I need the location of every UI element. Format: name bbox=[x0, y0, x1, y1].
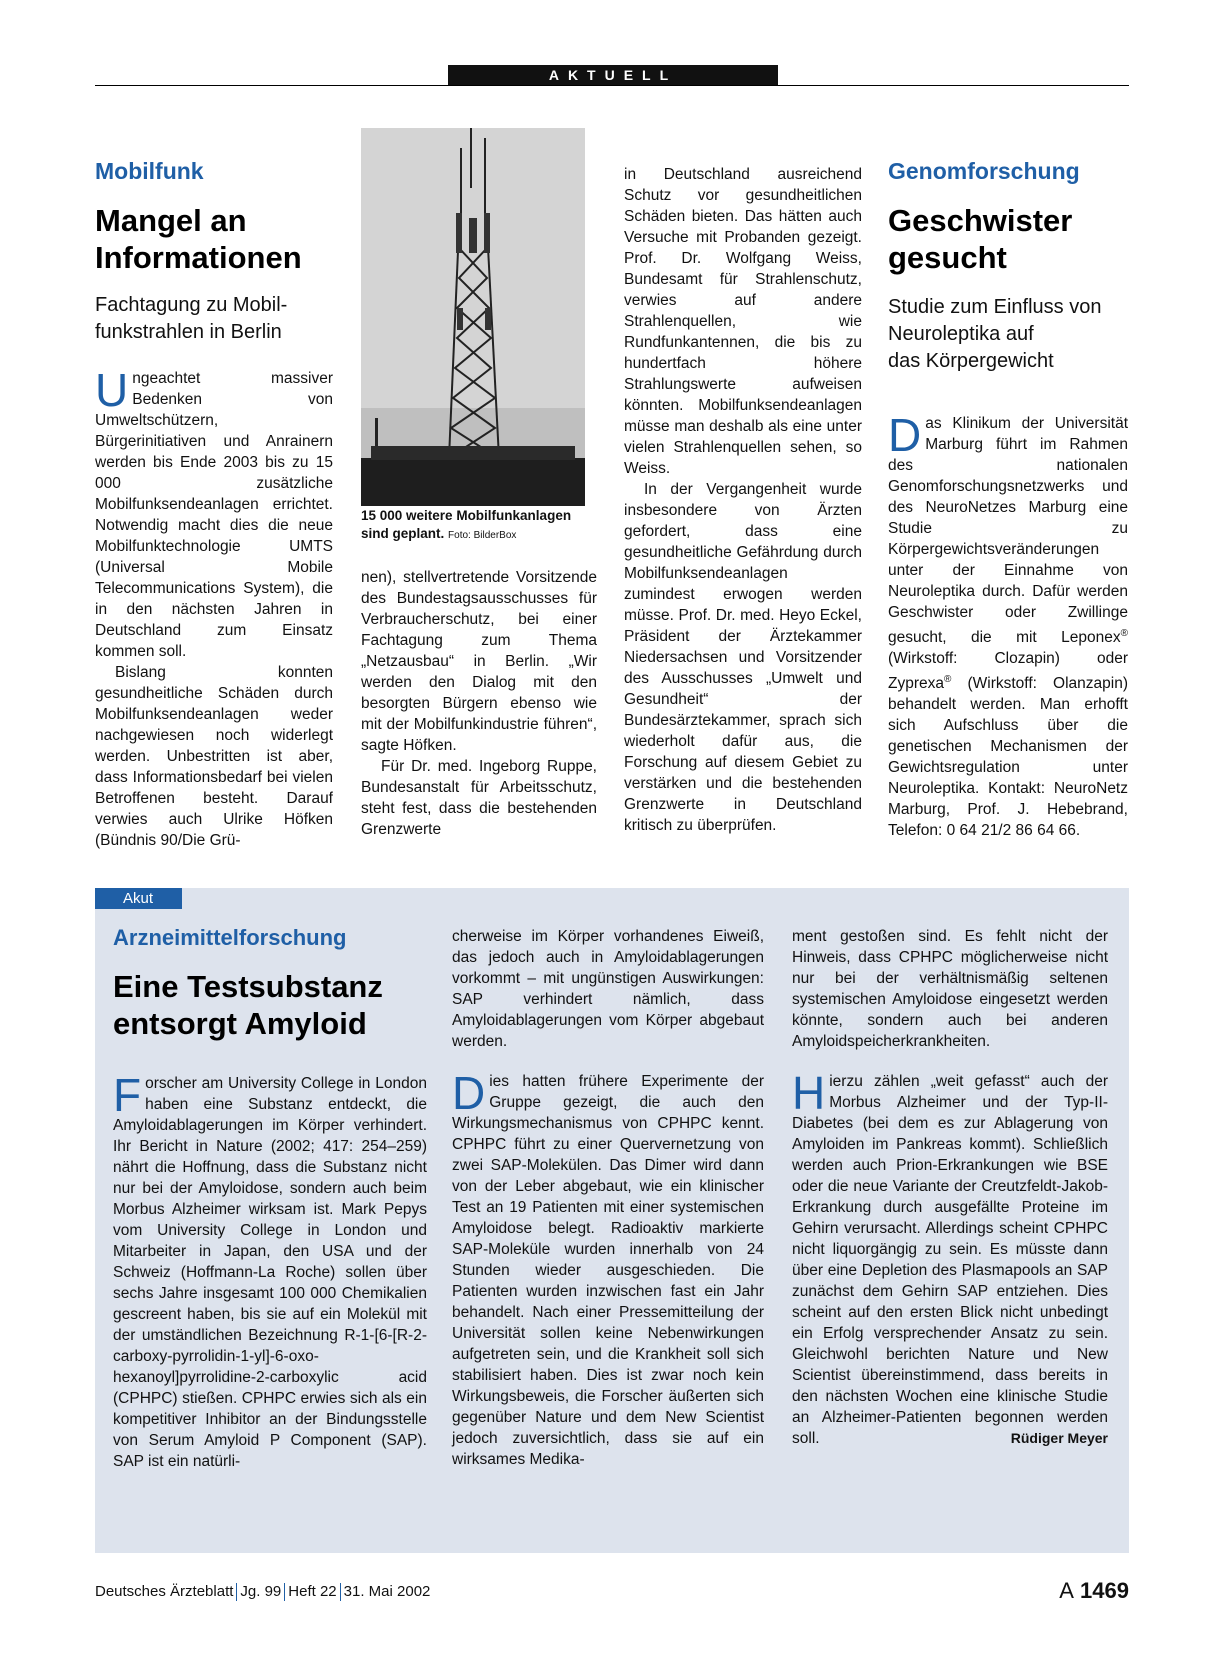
art1-column-1: Ungeachtet massiver Bedenken von Umweltschützern, Bürgerinitiativen und Anrainern werden bis Ende 2003 bis zu 15 000 zusätzliche Mobilfunksendeanlagen errichtet. Notwendig macht dies die neue Mobilfunktechnologie UMTS (Universal Mobile Telecommunications System), die in den nächsten Jahren in Deutschland zum Einsatz kommen soll. Bislang konnten gesundheitliche Schäden durch Mobilfunksendeanlagen weder nachgewiesen noch widerlegt werden. Unbestritten ist aber, dass Informationsbedarf bei vielen Betroffenen besteht. Darauf verwies auch Ulrike Höfken (Bündnis 90/Die Grü- bbox=[95, 364, 333, 849]
art2-subhead: Studie zum Einfluss von Neuroleptika auf das Körpergewicht bbox=[888, 296, 1102, 372]
page-number: A 1469 bbox=[1059, 1578, 1129, 1603]
box-column-1: Forscher am University College in London haben eine Substanz entdeckt, die Amyloidablagerungen im Körper verhindert. Ihr Bericht in Nature (2002; 417: 254–259) nährt die Hoffnung, dass die Substanz nicht nur bei der Amyloidose, sondern auch beim Morbus Alzheimer wirksam ist. Mark Pepys vom University College in London und Mitarbeiter in Japan, den USA und der Schweiz (Hoffmann-La Roche) sollen über sechs Jahre insgesamt 100 000 Chemikalien gescreent haben, bis sie auf ein Molekül mit der umständlichen Bezeichnung R-1-[6-[R-2-carboxy-pyrrolidin-1-yl]-6-oxo-hexanoyl]pyrrolidine-2-carboxylic acid (CPHPC) stießen. CPHPC erwies sich als ein kompetitiver Inhibitor an der Bindungsstelle von Serum Amyloid P Component (SAP). SAP ist ein natürli- bbox=[113, 1069, 427, 1470]
section-label: AKTUELL bbox=[448, 65, 778, 85]
art1-dropcap: U bbox=[95, 364, 129, 416]
art2-dropcap: D bbox=[888, 409, 922, 461]
antenna-tower-photo bbox=[361, 128, 585, 506]
box-dropcap-3: H bbox=[792, 1067, 826, 1119]
art2-kicker: Genomforschung bbox=[888, 158, 1080, 184]
art1-column-3: in Deutschland ausreichend Schutz vor gesundheitlichen Schäden bieten. Das hätten auch Versuche mit Probanden gezeigt. Prof. Dr. Wolfgang Weiss, Bundesamt für Strahlenschutz, verwies auf andere Strahlenquellen, wie Rundfunkantennen, die bis zu hundertfach höhere Strahlungswerte aufweisen könnten. Mobilfunksendeanlagen müsse man deshalb als eine unter vielen Strahlenquellen sehen, so Weiss. In der Vergangenheit wurde insbesondere von Ärzten gefordert, dass eine gesundheitliche Gefährdung durch Mobilfunksendeanlagen zumindest erwogen werden müsse. Prof. Dr. med. Heyo Eckel, Präsident der Ärztekammer Niedersachsen und Vorsitzender des Ausschusses „Umwelt und Gesundheit“ der Bundesärztekammer, sprach sich wiederholt dafür aus, die Forschung auf diesem Gebiet zu verstärken und die bestehenden Grenzwerte in Deutschland kritisch zu überprüfen. bbox=[624, 166, 862, 834]
box-column-2: cherweise im Körper vorhandenes Eiweiß, das jedoch auch in Amyloidablagerungen vorkommt – mit ungünstigen Auswirkungen: SAP verhindert nämlich, dass Amyloidablagerungen vom Körper abgebaut werden. Dies hatten frühere Experimente der Gruppe gezeigt, die auch den Wirkungsmechanismus von CPHPC kennt. CPHPC führt zu einer Quervernetzung von zwei SAP-Molekülen. Das Dimer wird dann von der Leber abgebaut, wie ein klinischer Test an 19 Patienten mit einer systemischen Amyloidose belegt. Radioaktiv markierte SAP-Moleküle wurden innerhalb von 24 Stunden wieder ausgeschieden. Die Patienten wurden inzwischen fast ein Jahr behandelt. Nach einer Pressemitteilung der Universität sollen keine Nebenwirkungen aufgetreten sein, und die Krankheit soll sich stabilisiert haben. Dies ist zwar noch kein Wirkungsbeweis, die Forscher äußerten sich gegenüber Nature und dem New Scientist jedoch zuversichtlich, dass sie auf ein wirksames Medika- bbox=[452, 928, 764, 1468]
art2-headline: Geschwister gesucht bbox=[888, 203, 1073, 275]
box-dropcap-1: F bbox=[113, 1069, 142, 1121]
header-rule bbox=[95, 85, 1129, 86]
author-signature: Rüdiger Meyer bbox=[1010, 1430, 1108, 1446]
box-kicker: Arzneimittelforschung bbox=[113, 925, 347, 950]
issue: Heft 22 bbox=[288, 1583, 337, 1600]
journal-name: Deutsches Ärzteblatt bbox=[95, 1583, 234, 1600]
photo-caption: 15 000 weitere Mobilfunkanlagen sind geplant. Foto: BilderBox bbox=[361, 508, 572, 541]
box-column-3: ment gestoßen sind. Es fehlt nicht der Hinweis, dass CPHPC möglicherweise nicht nur bei der verhältnismäßig seltenen systemischen Amyloidose eingesetzt werden könnte, sondern auch bei anderen Amyloidspeicherkrankheiten. Hierzu zählen „weit gefasst“ auch der Morbus Alzheimer und der Typ-II-Diabetes (bei dem es zur Ablagerung von Amyloiden im Pankreas kommt). Schließlich werden auch Prion-Erkrankungen wie BSE oder die neue Variante der Creutzfeldt-Jakob-Erkrankung durch ausgefällte Proteine im Gehirn verursacht. Allerdings scheint CPHPC nicht liquorgängig zu sein. Es müsste dann über eine Depletion des Plasmapools an SAP zunächst dem Gehirn SAP entziehen. Dies scheint auf den ersten Blick nicht unbedingt ein Erfolg versprechender Ansatz zu sein. Gleichwohl berichten Nature und New Scientist übereinstimmend, dass bereits in den nächsten Wochen eine klinische Studie an Alzheimer-Patienten begonnen werden soll. Rüdiger Meyer bbox=[792, 928, 1108, 1447]
art1-headline: Mangel an Informationen bbox=[95, 203, 302, 275]
art1-column-2: nen), stellvertretende Vorsitzende des Bundestagsausschusses für Verbraucherschutz, bei einer Fachtagung zum Thema „Netzausbau“ in Berlin. „Wir werden den Dialog mit den besorgten Bürgern ebenso wie mit der Mobilfunkindustrie führen“, sagte Höfken. Für Dr. med. Ingeborg Ruppe, Bundesanstalt für Arbeitsschutz, steht fest, dass die bestehenden Grenzwerte bbox=[361, 569, 597, 838]
date: 31. Mai 2002 bbox=[343, 1583, 431, 1600]
volume: Jg. 99 bbox=[240, 1583, 282, 1600]
photo-credit: Foto: BilderBox bbox=[448, 530, 517, 541]
box-headline: Eine Testsubstanz entsorgt Amyloid bbox=[113, 969, 383, 1041]
akut-tab: Akut bbox=[95, 888, 182, 909]
box-dropcap-2: D bbox=[452, 1067, 486, 1119]
art1-subhead: Fachtagung zu Mobil- funkstrahlen in Berlin bbox=[95, 294, 288, 343]
art2-body: Das Klinikum der Universität Marburg führt im Rahmen des nationalen Genomforschungsnetzwerks und des NeuroNetzes Marburg eine Studie zu Körpergewichtsveränderungen unter der Einnahme von Neuroleptika durch. Dafür werden Geschwister oder Zwillinge gesucht, die mit Leponex® (Wirkstoff: Clozapin) oder Zyprexa® (Wirkstoff: Olanzapin) behandelt werden. Man erhofft sich Aufschluss über die genetischen Mechanismen der Gewichtsregulation unter Neuroleptika. Kontakt: NeuroNetz Marburg, Prof. J. Hebebrand, Telefon: 0 64 21/2 86 64 66. bbox=[888, 409, 1128, 840]
art1-kicker: Mobilfunk bbox=[95, 158, 204, 184]
footer-citation bbox=[95, 1583, 430, 1601]
